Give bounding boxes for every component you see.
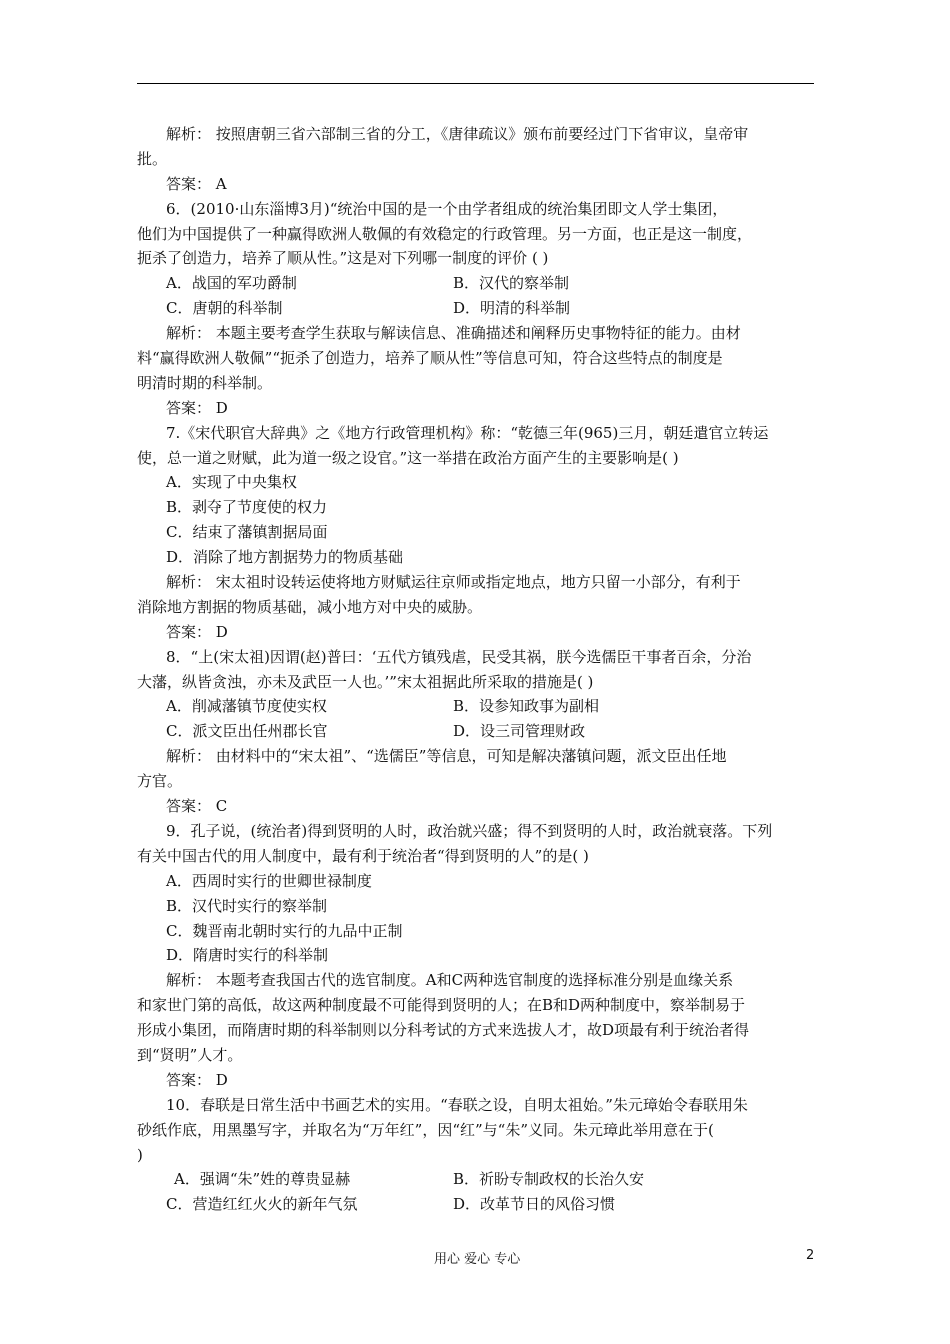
- text-line: A．西周时实行的世卿世禄制度: [166, 871, 372, 890]
- option-right: D．改革节日的风俗习惯: [453, 1195, 616, 1214]
- option-left: A．强调“朱”姓的尊贵显赫: [174, 1170, 351, 1189]
- option-left: A．削减藩镇节度使实权: [166, 697, 327, 716]
- text-line: 答案： C: [166, 797, 228, 816]
- text-line: B．汉代时实行的察举制: [166, 896, 328, 915]
- text-line: 料“赢得欧洲人敬佩”“扼杀了创造力，培养了顺从性”等信息可知，符合这些特点的制度是: [137, 349, 723, 368]
- text-line: [137, 719, 814, 744]
- text-line: 8．“上(宋太祖)因谓(赵)普曰：‘五代方镇残虐，民受其祸，朕今选儒臣干事者百余，分治: [166, 647, 752, 666]
- text-line: 消除地方割据的物质基础，减小地方对中央的威胁。: [137, 597, 483, 616]
- text-line: 解析： 按照唐朝三省六部制三省的分工，《唐律疏议》颁布前要经过门下省审议，皇帝审: [166, 125, 749, 143]
- option-right: B．设参知政事为副相: [453, 697, 600, 716]
- header-rule: [137, 83, 814, 84]
- text-line: 10．春联是日常生活中书画艺术的实用。“春联之设，自明太祖始。”朱元璋始令春联用朱: [166, 1095, 748, 1114]
- option-right: B．汉代的察举制: [453, 274, 570, 293]
- text-line: 答案： A: [166, 174, 227, 193]
- text-line: 答案： D: [166, 398, 228, 417]
- page-number: 2: [806, 1248, 815, 1263]
- text-line: 形成小集团，而隋唐时期的科举制则以分科考试的方式来选拔人才，故D项最有利于统治者得: [137, 1021, 750, 1040]
- option-right: B．祈盼专制政权的长治久安: [453, 1170, 645, 1189]
- text-line: D．消除了地方割据势力的物质基础: [166, 548, 404, 567]
- text-line: 解析： 宋太祖时设转运使将地方财赋运往京师或指定地点，地方只留一小部分，有利于: [166, 573, 741, 592]
- text-line: B．剥夺了节度使的权力: [166, 498, 328, 517]
- text-line: 到“贤明”人才。: [137, 1045, 243, 1064]
- text-line: 使，总一道之财赋，此为道一级之设官。”这一举措在政治方面产生的主要影响是( ): [137, 448, 679, 467]
- text-line: 砂纸作底，用黑墨写字，并取名为“万年红”，因“红”与“朱”义同。朱元璋此举用意在于(: [137, 1120, 714, 1139]
- text-line: ): [137, 1145, 143, 1164]
- document-body: [137, 122, 814, 1217]
- option-left: C．派文臣出任州郡长官: [166, 722, 328, 741]
- option-right: D．明清的科举制: [453, 299, 571, 318]
- text-line: 9．孔子说，(统治者)得到贤明的人时，政治就兴盛；得不到贤明的人时，政治就衰落。下列: [166, 821, 773, 840]
- text-line: [137, 271, 814, 296]
- option-left: C．营造红红火火的新年气氛: [166, 1195, 358, 1214]
- text-line: 扼杀了创造力，培养了顺从性。”这是对下列哪一制度的评价 ( ): [137, 249, 549, 268]
- text-line: 方官。: [137, 772, 183, 791]
- option-right: D．设三司管理财政: [453, 722, 586, 741]
- text-line: [137, 1192, 814, 1217]
- text-line: 他们为中国提供了一种赢得欧洲人敬佩的有效稳定的行政管理。另一方面，也正是这一制度，: [137, 224, 753, 243]
- text-line: A．实现了中央集权: [166, 473, 297, 492]
- text-line: 答案： D: [166, 1070, 228, 1089]
- footer-motto: 用心 爱心 专心: [434, 1252, 521, 1267]
- text-line: 批。: [137, 149, 168, 168]
- text-line: C．魏晋南北朝时实行的九品中正制: [166, 921, 403, 940]
- text-line: C．结束了藩镇割据局面: [166, 523, 328, 542]
- text-line: 明清时期的科举制。: [137, 373, 273, 392]
- option-left: C．唐朝的科举制: [166, 299, 283, 318]
- text-line: [137, 1167, 814, 1192]
- option-left: A．战国的军功爵制: [166, 274, 297, 293]
- text-line: [137, 296, 814, 321]
- text-line: 和家世门第的高低，故这两种制度最不可能得到贤明的人；在B和D两种制度中，察举制易于: [137, 996, 746, 1015]
- text-line: 答案： D: [166, 622, 228, 641]
- text-line: 解析： 本题考查我国古代的选官制度。A和C两种选官制度的选择标准分别是血缘关系: [166, 971, 734, 990]
- text-line: 6．(2010·山东淄博3月)“统治中国的是一个由学者组成的统治集团即文人学士集团，: [166, 199, 728, 218]
- text-line: 解析： 由材料中的“宋太祖”、“选儒臣”等信息，可知是解决藩镇问题，派文臣出任地: [166, 747, 727, 766]
- text-line: 有关中国古代的用人制度中，最有利于统治者“得到贤明的人”的是( ): [137, 846, 589, 865]
- text-line: 解析： 本题主要考查学生获取与解读信息、准确描述和阐释历史事物特征的能力。由材: [166, 324, 741, 343]
- text-line: D．隋唐时实行的科举制: [166, 946, 329, 965]
- text-line: 7.《宋代职官大辞典》之《地方行政管理机构》称：“乾德三年(965)三月，朝廷遣官立转运: [166, 423, 769, 442]
- text-line: [137, 694, 814, 719]
- text-line: 大藩，纵皆贪浊，亦未及武臣一人也。’”宋太祖据此所采取的措施是( ): [137, 672, 594, 691]
